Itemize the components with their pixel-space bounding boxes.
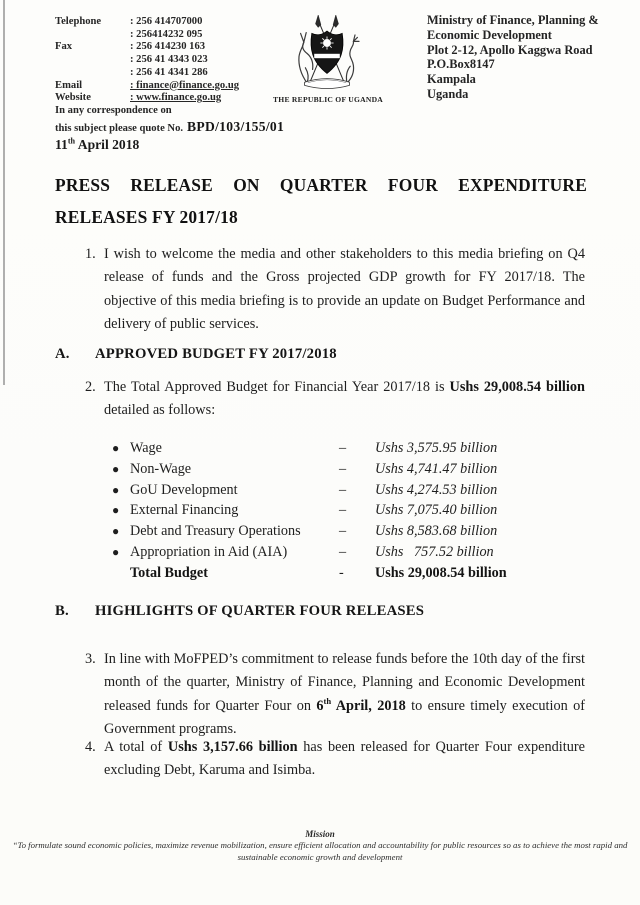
- paragraph-text: I wish to welcome the media and other stakeholders to this media briefing on Q4 release of funds and the Gross projected GDP growth for FY 2017/18. The objective of this media briefing is to provide an update on Budget Performance and delivery of public services.: [104, 246, 585, 333]
- coat-of-arms-icon: [286, 15, 368, 95]
- dash-separator: –: [339, 523, 347, 540]
- dash-separator: –: [339, 481, 347, 498]
- budget-row: [112, 500, 574, 521]
- letterhead-contacts: [55, 16, 310, 136]
- released-amount: Ushs 3,157.66 billion: [167, 739, 298, 755]
- paragraph-3: [85, 648, 585, 742]
- paragraph-text: The Total Approved Budget for Financial Year 2017/18 is Ushs 29,008.54 billion detailed as follows:: [104, 379, 585, 419]
- scan-edge-artifact: [3, 0, 5, 385]
- budget-value: Ushs 4,274.53 billion: [375, 481, 498, 498]
- address-line: Uganda: [427, 86, 469, 101]
- address-line: Ministry of Finance, Planning &: [427, 13, 599, 27]
- bullet-icon: ●: [112, 544, 120, 559]
- contact-row: [55, 54, 310, 67]
- section-title: APPROVED BUDGET FY 2017/2018: [95, 346, 337, 362]
- date-ordinal: th: [67, 136, 76, 146]
- dash-separator: –: [339, 543, 347, 560]
- contact-label: [55, 54, 130, 67]
- reference-number: BPD/103/155/01: [187, 118, 285, 134]
- contact-value: : 256 414230 163: [130, 41, 206, 53]
- budget-value: Ushs 3,575.95 billion: [375, 440, 498, 456]
- paragraph-text: In line with MoFPED’s commitment to release funds before the 10th day of the first month of the quarter, Ministry of Finance, Planning and Economic Development released funds for Quarter Four on 6th April, 2018 to ensure timely execution of Government programs.: [104, 651, 585, 738]
- bullet-icon: ●: [112, 482, 120, 497]
- contact-value: : 256 414707000: [130, 16, 203, 27]
- dash-separator: –: [339, 440, 347, 456]
- title-line-1: PRESS RELEASE ON QUARTER FOUR EXPENDITURE: [55, 175, 587, 195]
- total-budget-amount: Ushs 29,008.54 billion: [449, 379, 585, 395]
- budget-breakdown-list: [112, 438, 574, 584]
- address-line: P.O.Box8147: [427, 57, 495, 72]
- paragraph-number: 4.: [85, 739, 96, 755]
- paragraph-number: 1.: [85, 246, 96, 262]
- dash-separator: –: [339, 502, 347, 519]
- paragraph-2: [85, 376, 585, 423]
- ministry-address: [427, 13, 632, 102]
- budget-label: External Financing: [130, 502, 239, 519]
- contact-value: : 256 41 4341 286: [130, 66, 208, 78]
- paragraph-1: [85, 243, 585, 337]
- paragraph-text: A total of Ushs 3,157.66 billion has been released for Quarter Four expenditure excluding Debt, Karuma and Isimba.: [104, 739, 585, 779]
- contact-row: [55, 16, 310, 29]
- budget-row: [112, 459, 574, 480]
- contact-value: : 256 41 4343 023: [130, 54, 208, 66]
- contact-row: [55, 80, 310, 93]
- budget-value: Ushs 757.52 billion: [375, 543, 494, 560]
- budget-label: Appropriation in Aid (AIA): [130, 543, 288, 560]
- contact-label: Telephone: [55, 16, 102, 27]
- budget-row: [112, 438, 574, 459]
- dash-separator: –: [339, 460, 347, 477]
- budget-label: Wage: [130, 440, 162, 456]
- mission-text: “To formulate sound economic policies, maximize revenue mobilization, ensure efficient allocation and accountability for public resources so as to achieve the most rapid and sustainable economic growth and development: [12, 840, 628, 862]
- budget-total-label: Total Budget: [130, 564, 208, 581]
- budget-label: GoU Development: [130, 481, 238, 498]
- bullet-icon: ●: [112, 461, 120, 476]
- contact-label: [55, 29, 130, 42]
- contact-row: [55, 67, 310, 80]
- email-link: : finance@finance.go.ug: [130, 79, 240, 91]
- paragraph-number: 2.: [85, 379, 96, 395]
- budget-label: Debt and Treasury Operations: [130, 523, 301, 540]
- paragraph-number: 3.: [85, 651, 96, 667]
- contact-label: Email: [55, 79, 83, 91]
- title-line-2: RELEASES FY 2017/18: [55, 206, 238, 227]
- contact-row: [55, 29, 310, 42]
- quote-reference-text: this subject please quote No.: [55, 122, 184, 134]
- address-line: Plot 2-12, Apollo Kaggwa Road: [427, 42, 593, 57]
- budget-value: Ushs 7,075.40 billion: [375, 502, 498, 519]
- address-line: Kampala: [427, 72, 476, 87]
- budget-row: [112, 480, 574, 501]
- section-letter: B.: [55, 603, 69, 619]
- budget-row: [112, 542, 574, 563]
- contact-value: : 256414232 095: [130, 28, 203, 40]
- contact-label: Fax: [55, 41, 73, 53]
- bullet-icon: ●: [112, 441, 120, 455]
- dash-separator: -: [339, 564, 344, 581]
- address-line: Economic Development: [427, 27, 552, 42]
- correspondence-note: In any correspondence on: [55, 104, 172, 116]
- section-letter: A.: [55, 346, 70, 362]
- release-date: 6th April, 2018: [316, 696, 406, 714]
- emblem-caption: THE REPUBLIC OF UGANDA: [272, 95, 384, 104]
- paragraph-4: [85, 736, 585, 783]
- document-date: 11th April 2018: [55, 136, 140, 152]
- budget-total-value: Ushs 29,008.54 billion: [375, 564, 507, 581]
- section-b-heading: [55, 603, 595, 620]
- budget-total-row: [112, 563, 574, 584]
- quote-reference-line: [55, 119, 310, 136]
- budget-value: Ushs 8,583.68 billion: [375, 523, 498, 540]
- section-a-heading: [55, 346, 595, 363]
- mission-title: Mission: [305, 829, 335, 839]
- uganda-crest-graphic: [286, 15, 368, 95]
- budget-row: [112, 521, 574, 542]
- contact-row: [55, 41, 310, 54]
- section-title: HIGHLIGHTS OF QUARTER FOUR RELEASES: [95, 603, 425, 619]
- budget-value: Ushs 4,741.47 billion: [375, 460, 498, 477]
- website-link: : www.finance.go.ug: [130, 92, 222, 104]
- bullet-icon: ●: [112, 503, 120, 518]
- contact-label: Website: [55, 92, 91, 104]
- press-release-title: [55, 170, 587, 233]
- budget-label: Non-Wage: [130, 460, 192, 477]
- contact-label: [55, 67, 130, 80]
- bullet-icon: ●: [112, 524, 120, 539]
